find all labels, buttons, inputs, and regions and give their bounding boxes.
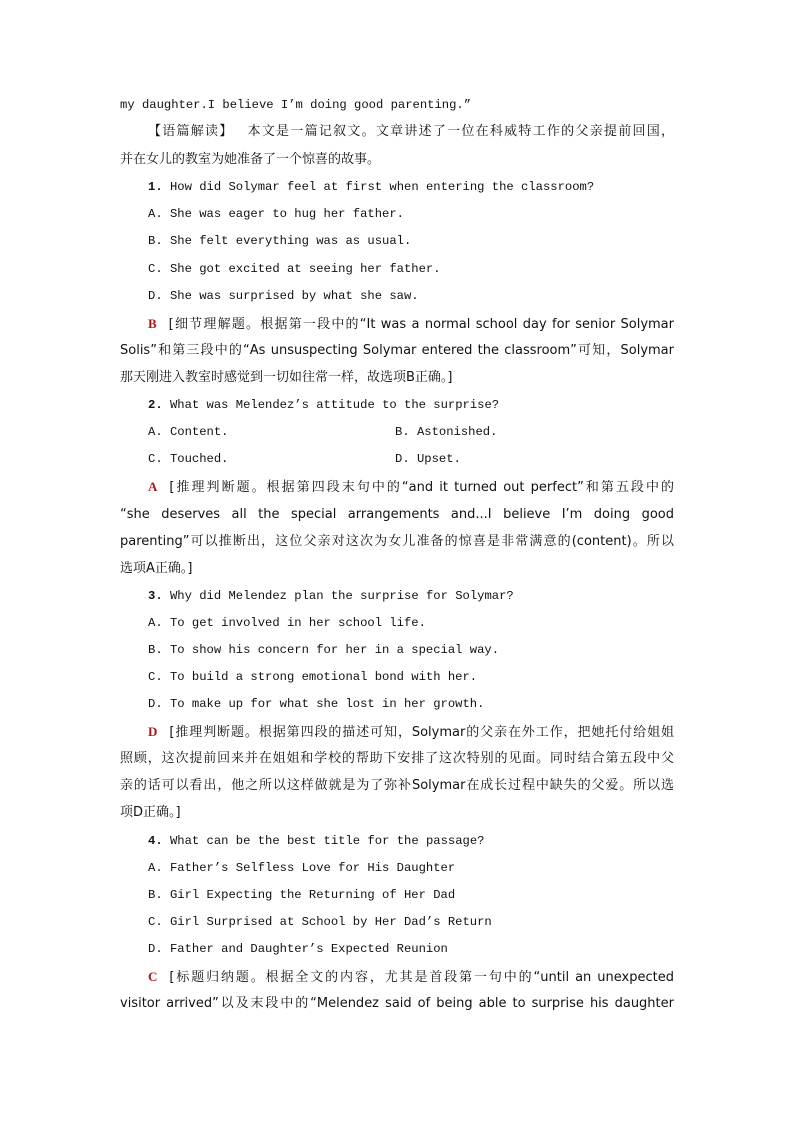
question-number: 4. bbox=[148, 834, 163, 848]
explanation-line bbox=[148, 724, 674, 741]
option-c: C. She got excited at seeing her father. bbox=[148, 262, 441, 276]
option-b: B. She felt everything was as usual. bbox=[148, 234, 412, 248]
option-a: A. She was eager to hug her father. bbox=[148, 207, 404, 221]
explanation-line: 选项A正确。] bbox=[120, 561, 193, 576]
option-b: B. To show his concern for her in a special way. bbox=[148, 643, 500, 657]
explanation-text: [标题归纳题。根据全文的内容，尤其是首段第一句中的“until an unexpected bbox=[169, 970, 674, 985]
answer-letter: D bbox=[148, 724, 158, 739]
option-d: D. She was surprised by what she saw. bbox=[148, 289, 419, 303]
analysis-text-line: 并在女儿的教室为她准备了一个惊喜的故事。 bbox=[120, 152, 381, 167]
question-text: Why did Melendez plan the surprise for Solymar? bbox=[169, 589, 514, 603]
option-b: B. Girl Expecting the Returning of Her Dad bbox=[148, 888, 456, 902]
question-stem bbox=[148, 833, 484, 849]
option-c: C. To build a strong emotional bond with her. bbox=[148, 670, 478, 684]
explanation-line: Solis”和第三段中的“As unsuspecting Solymar entered the classroom”可知，Solymar bbox=[120, 343, 674, 358]
option-d: D. Upset. bbox=[395, 452, 461, 466]
question-number: 2. bbox=[148, 398, 163, 412]
option-d: D. Father and Daughter’s Expected Reunion bbox=[148, 942, 448, 956]
explanation-line bbox=[148, 479, 674, 496]
analysis-label: 【语篇解读】 bbox=[148, 124, 234, 139]
option-c: C. Girl Surprised at School by Her Dad’s Return bbox=[148, 915, 492, 929]
question-number: 3. bbox=[148, 589, 163, 603]
option-a: A. Content. bbox=[148, 425, 229, 439]
explanation-line bbox=[148, 316, 674, 333]
explanation-line: parenting”可以推断出，这位父亲对这次为女儿准备的惊喜是非常满意的(content)。所以 bbox=[120, 534, 674, 549]
answer-letter: A bbox=[148, 479, 158, 494]
question-text: What can be the best title for the passage? bbox=[169, 834, 485, 848]
analysis-paragraph bbox=[148, 124, 674, 140]
question-text: How did Solymar feel at first when entering the classroom? bbox=[169, 180, 595, 194]
intro-line: my daughter.I believe I’m doing good parenting.” bbox=[120, 98, 472, 112]
explanation-line: 照顾，这次提前回来并在姐姐和学校的帮助下安排了这次特别的见面。同时结合第五段中父 bbox=[120, 751, 674, 766]
explanation-line: “she deserves all the special arrangements and...I believe I’m doing good bbox=[120, 507, 674, 522]
analysis-text: 本文是一篇记叙文。文章讲述了一位在科威特工作的父亲提前回国， bbox=[247, 124, 674, 139]
answer-letter: C bbox=[148, 969, 158, 984]
explanation-line: 亲的话可以看出，他之所以这样做就是为了弥补Solymar在成长过程中缺失的父爱。所以选 bbox=[120, 778, 674, 793]
explanation-text: [推理判断题。根据第四段末句中的“and it turned out perfect”和第五段中的 bbox=[169, 480, 674, 495]
answer-letter: B bbox=[148, 316, 157, 331]
question-stem bbox=[148, 179, 594, 195]
explanation-text: [细节理解题。根据第一段中的“It was a normal school day for senior Solymar bbox=[168, 317, 674, 332]
explanation-line bbox=[148, 969, 674, 986]
explanation-line: visitor arrived”以及末段中的“Melendez said of being able to surprise his daughter bbox=[120, 996, 674, 1011]
option-b: B. Astonished. bbox=[395, 425, 498, 439]
question-text: What was Melendez’s attitude to the surprise? bbox=[169, 398, 500, 412]
question-stem bbox=[148, 588, 514, 604]
option-a: A. To get involved in her school life. bbox=[148, 616, 426, 630]
explanation-line: 那天刚进入教室时感觉到一切如往常一样，故选项B正确。] bbox=[120, 370, 453, 385]
explanation-line: 项D正确。] bbox=[120, 805, 181, 820]
question-number: 1. bbox=[148, 180, 163, 194]
question-stem bbox=[148, 397, 499, 413]
option-c: C. Touched. bbox=[148, 452, 229, 466]
option-a: A. Father’s Selfless Love for His Daughter bbox=[148, 861, 456, 875]
option-d: D. To make up for what she lost in her growth. bbox=[148, 697, 485, 711]
explanation-text: [推理判断题。根据第四段的描述可知，Solymar的父亲在外工作，把她托付给姐姐 bbox=[169, 725, 674, 740]
